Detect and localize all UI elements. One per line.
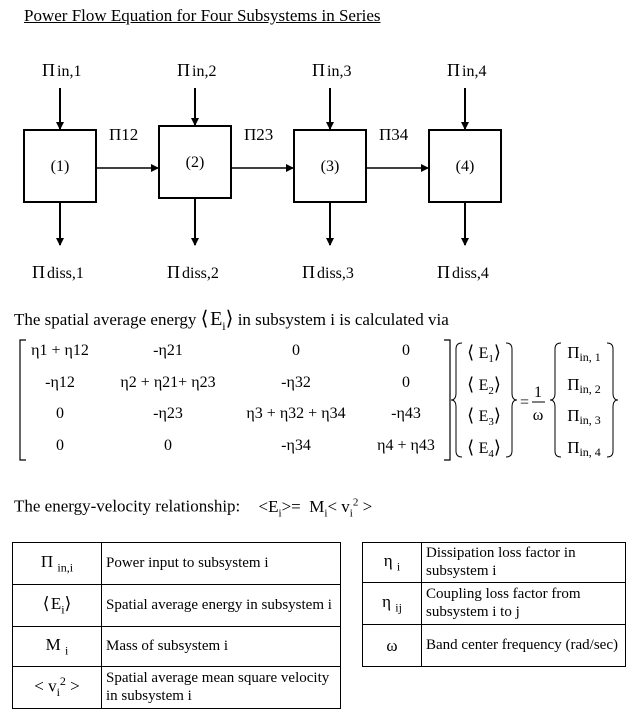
matrix-cell: -η21 bbox=[153, 342, 183, 359]
legend-table-right bbox=[362, 542, 626, 667]
input-cell: Πin, 4 bbox=[567, 438, 601, 459]
legend-row bbox=[13, 667, 341, 709]
legend-symbol: ω bbox=[363, 625, 422, 667]
legend-row bbox=[13, 543, 341, 585]
legend-symbol: η $_i$ bbox=[363, 543, 422, 583]
legend-symbol: Π $_{in,i}$ bbox=[13, 543, 102, 585]
subsystem-label-2: (2) bbox=[185, 154, 205, 171]
diss-label-3: Π diss,3 bbox=[302, 262, 354, 282]
matrix-cell: 0 bbox=[164, 437, 172, 454]
input-cell: Πin, 1 bbox=[567, 343, 601, 364]
matrix-cell: -η34 bbox=[281, 437, 311, 454]
velocity-label: The energy-velocity relationship: bbox=[14, 496, 241, 516]
legend-desc: Spatial average mean square velocity in subsystem i bbox=[102, 667, 341, 709]
matrix-cell: η1 + η12 bbox=[31, 342, 89, 359]
matrix-cell: -η32 bbox=[281, 374, 311, 391]
matrix-equation bbox=[0, 335, 638, 465]
energy-intro-symbol: ⟨ $E_i⟩$ bbox=[200, 308, 234, 333]
matrix-cell: 0 bbox=[402, 342, 410, 359]
legend-symbol: < $v_i^2$ > bbox=[13, 667, 102, 709]
equals-sign: = bbox=[520, 394, 530, 411]
input-label-1: Π in,1 bbox=[42, 60, 82, 80]
matrix-cell: 0 bbox=[56, 405, 64, 422]
energy-intro-before: The spatial average energy bbox=[14, 310, 197, 329]
transfer-label-3: Π34 bbox=[379, 125, 409, 144]
energy-right-brace bbox=[506, 343, 517, 457]
matrix-cell: η4 + η43 bbox=[377, 437, 435, 454]
legend-desc: Mass of subsystem i bbox=[102, 627, 341, 667]
legend-desc: Band center frequency (rad/sec) bbox=[422, 625, 626, 667]
energy-cell: ⟨ $E_1⟩$ bbox=[467, 342, 501, 365]
block-diagram bbox=[0, 40, 638, 290]
energy-cell: ⟨ $E_4⟩$ bbox=[467, 437, 501, 460]
legend-table-left bbox=[12, 542, 341, 709]
legend-desc: Power input to subsystem i bbox=[102, 543, 341, 585]
input-label-3: Π in,3 bbox=[312, 60, 352, 80]
subsystem-label-4: (4) bbox=[455, 158, 475, 175]
legend-row bbox=[13, 627, 341, 667]
transfer-label-2: Π23 bbox=[244, 125, 274, 144]
input-cell: Πin, 3 bbox=[567, 406, 601, 427]
legend-row bbox=[13, 585, 341, 627]
input-right-brace bbox=[607, 343, 618, 457]
energy-cell: ⟨ $E_3⟩$ bbox=[467, 405, 501, 428]
energy-intro bbox=[14, 306, 449, 334]
legend-row bbox=[363, 583, 626, 625]
legend-desc: Coupling loss factor from subsystem i to j bbox=[422, 583, 626, 625]
energy-intro-after: in subsystem i is calculated via bbox=[237, 310, 449, 329]
input-label-4: Π in,4 bbox=[447, 60, 487, 80]
legend-row bbox=[363, 625, 626, 667]
velocity-relationship bbox=[14, 496, 372, 519]
legend-symbol: M $_i$ bbox=[13, 627, 102, 667]
matrix-cell: 0 bbox=[56, 437, 64, 454]
velocity-equation: $<E_i>= M_i< v_i^2$ > bbox=[258, 496, 373, 520]
legend-desc: Dissipation loss factor in subsystem i bbox=[422, 543, 626, 583]
matrix-cell: -η43 bbox=[391, 405, 421, 422]
energy-left-brace bbox=[451, 343, 462, 457]
matrix-cell: 0 bbox=[402, 374, 410, 391]
fraction-numerator: 1 bbox=[534, 384, 542, 401]
matrix-cell: 0 bbox=[292, 342, 300, 359]
matrix-cell: -η23 bbox=[153, 405, 183, 422]
subsystem-label-1: (1) bbox=[50, 158, 70, 175]
diss-label-4: Π diss,4 bbox=[437, 262, 489, 282]
subsystem-label-3: (3) bbox=[320, 158, 340, 175]
legend-symbol: η $_{ij}$ bbox=[363, 583, 422, 625]
energy-symbol: E bbox=[210, 308, 223, 330]
energy-subscript: i bbox=[222, 319, 226, 333]
input-cell: Πin, 2 bbox=[567, 375, 601, 396]
legend-symbol: ⟨ $E_i⟩$ bbox=[13, 585, 102, 627]
diss-label-2: Π diss,2 bbox=[167, 262, 219, 282]
matrix-cell: η3 + η32 + η34 bbox=[246, 405, 346, 422]
matrix-left-bracket bbox=[20, 340, 26, 460]
diss-label-1: Π diss,1 bbox=[32, 262, 84, 282]
energy-cell: ⟨ $E_2⟩$ bbox=[467, 374, 501, 397]
transfer-label-1: Π12 bbox=[109, 125, 139, 144]
matrix-cell: -η12 bbox=[45, 374, 75, 391]
matrix-cell: η2 + η21+ η23 bbox=[120, 374, 216, 391]
legend-desc: Spatial average energy in subsystem i bbox=[102, 585, 341, 627]
input-left-brace bbox=[550, 343, 561, 457]
input-label-2: Π in,2 bbox=[177, 60, 217, 80]
legend-row bbox=[363, 543, 626, 583]
page-title: Power Flow Equation for Four Subsystems in Series bbox=[24, 6, 381, 25]
fraction-denominator: ω bbox=[532, 407, 544, 424]
matrix-right-bracket bbox=[444, 340, 450, 460]
